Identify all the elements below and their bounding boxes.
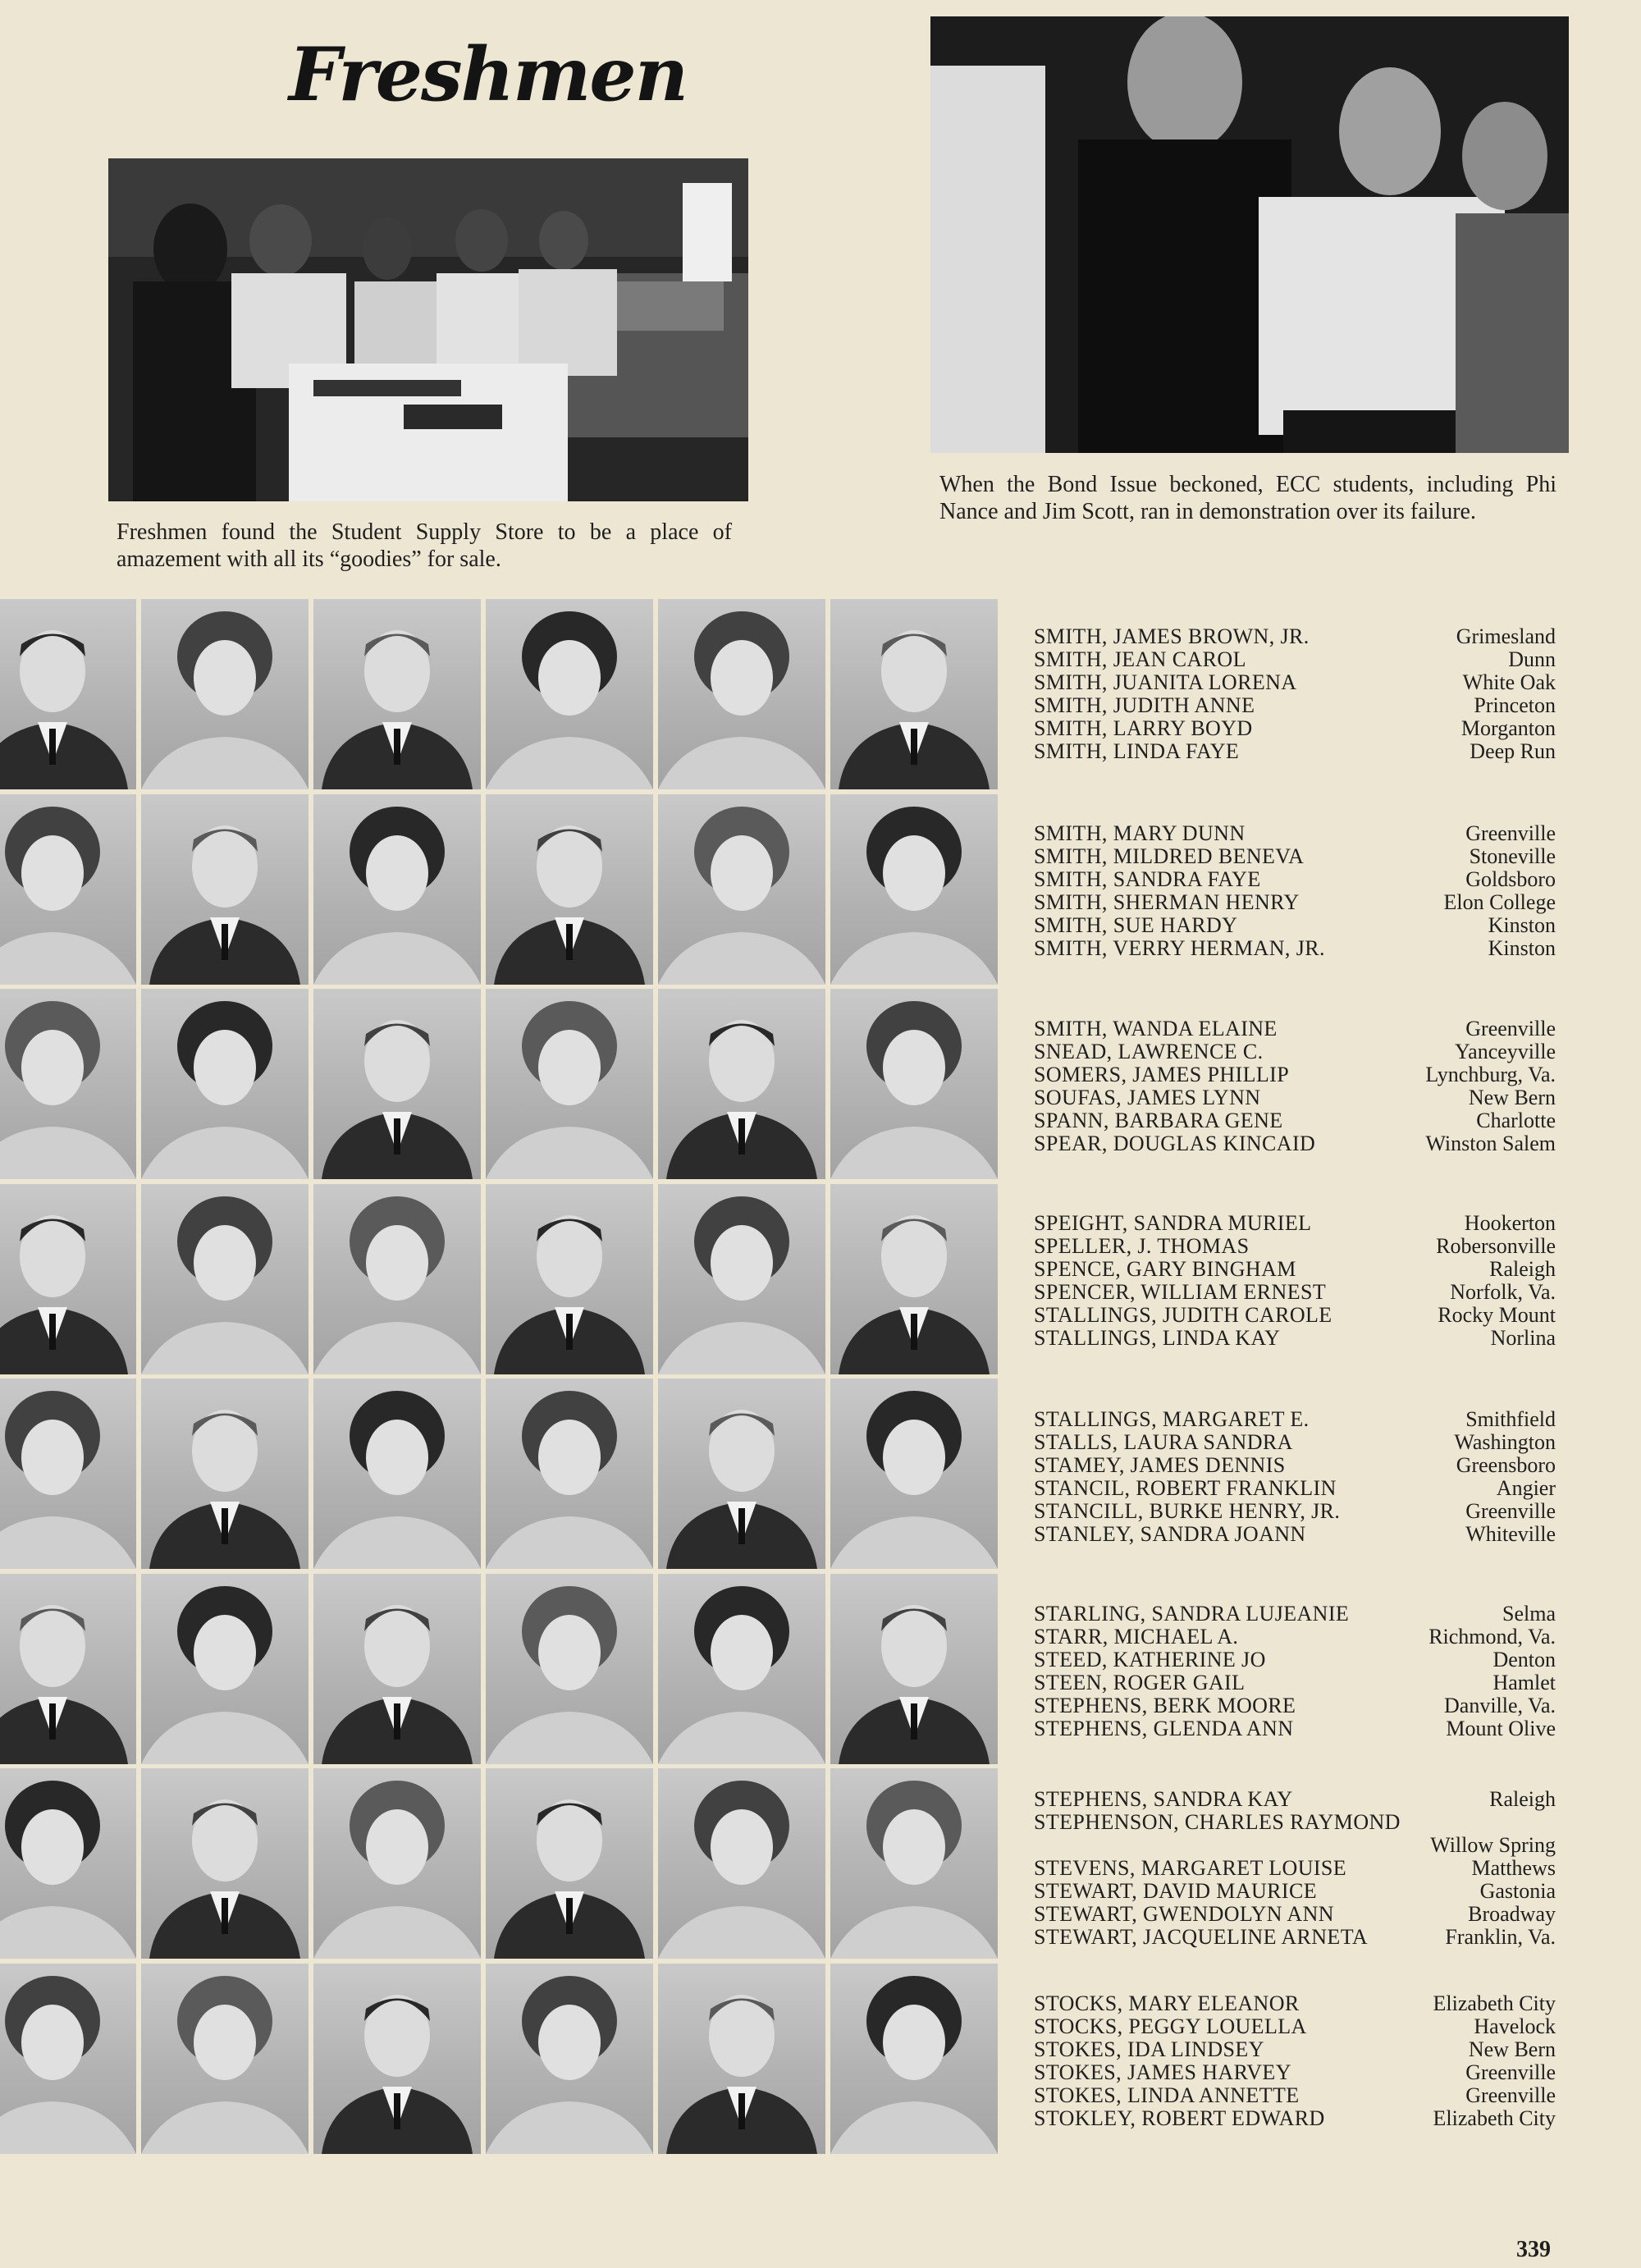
roster-entry — [1034, 1717, 1556, 1740]
student-name: STEPHENS, BERK MOORE — [1034, 1694, 1296, 1717]
student-name: STEWART, GWENDOLYN ANN — [1034, 1902, 1334, 1926]
roster-entry — [1034, 1212, 1556, 1235]
page-number: 339 — [1516, 2237, 1551, 2262]
student-portrait — [486, 1964, 653, 2154]
student-name: SMITH, LINDA FAYE — [1034, 739, 1240, 763]
student-portrait — [0, 989, 136, 1179]
roster-entry — [1034, 1304, 1556, 1327]
student-name: STANCIL, ROBERT FRANKLIN — [1034, 1476, 1337, 1500]
hometown: Selma — [1502, 1602, 1556, 1626]
student-portrait — [658, 989, 825, 1179]
roster-entry — [1034, 671, 1556, 694]
roster-entry — [1034, 1500, 1556, 1523]
student-name: STOKES, IDA LINDSEY — [1034, 2037, 1264, 2061]
roster-entry — [1034, 868, 1556, 891]
roster-entry — [1034, 717, 1556, 740]
student-portrait — [0, 1379, 136, 1569]
student-portrait — [313, 989, 481, 1179]
student-name: SPANN, BARBARA GENE — [1034, 1109, 1283, 1132]
roster-entry — [1034, 937, 1556, 960]
roster-entry — [1034, 648, 1556, 671]
roster-entry — [1034, 1431, 1556, 1454]
hometown: Deep Run — [1470, 739, 1556, 763]
student-portrait — [313, 794, 481, 985]
student-portrait — [658, 599, 825, 789]
hometown: Princeton — [1474, 693, 1556, 717]
student-portrait — [0, 1768, 136, 1959]
student-name: STOCKS, PEGGY LOUELLA — [1034, 2014, 1307, 2038]
hometown: Morganton — [1460, 716, 1556, 740]
student-name: STANLEY, SANDRA JOANN — [1034, 1522, 1306, 1546]
hometown: Greenville — [1465, 821, 1556, 845]
student-name: SNEAD, LAWRENCE C. — [1034, 1040, 1264, 1063]
hometown: New Bern — [1468, 1086, 1556, 1109]
student-portrait — [658, 1768, 825, 1959]
roster-entry — [1034, 1648, 1556, 1671]
student-portrait — [0, 1574, 136, 1764]
student-portrait — [658, 1379, 825, 1569]
hometown: Charlotte — [1476, 1109, 1556, 1132]
hometown: White Oak — [1462, 670, 1556, 694]
hometown: Kinston — [1488, 913, 1556, 937]
roster-entry — [1034, 1694, 1556, 1717]
student-name: SPEAR, DOUGLAS KINCAID — [1034, 1132, 1316, 1155]
hometown: Raleigh — [1489, 1787, 1556, 1811]
roster-entry — [1034, 1857, 1556, 1880]
student-portrait — [486, 1574, 653, 1764]
roster-entry — [1034, 1086, 1556, 1109]
roster-entry — [1034, 845, 1556, 868]
hometown: Havelock — [1474, 2014, 1556, 2038]
student-name: STALLS, LAURA SANDRA — [1034, 1430, 1293, 1454]
student-portrait — [486, 794, 653, 985]
roster-entry — [1034, 891, 1556, 914]
student-portrait — [486, 989, 653, 1179]
student-portrait — [0, 794, 136, 985]
hometown: Norlina — [1490, 1326, 1556, 1350]
student-name: STALLINGS, JUDITH CAROLE — [1034, 1303, 1332, 1327]
student-name: STOKES, LINDA ANNETTE — [1034, 2083, 1300, 2107]
page-title: Freshmen — [289, 31, 688, 118]
student-name: SMITH, JEAN CAROL — [1034, 647, 1246, 671]
roster-entry — [1034, 1258, 1556, 1281]
roster-entry — [1034, 1992, 1556, 2015]
student-name: STEED, KATHERINE JO — [1034, 1648, 1266, 1671]
student-portrait — [0, 1184, 136, 1374]
student-name: SMITH, MARY DUNN — [1034, 821, 1246, 845]
roster-group — [1034, 1603, 1556, 1740]
student-name: SMITH, JAMES BROWN, JR. — [1034, 624, 1310, 648]
hometown: Whiteville — [1465, 1522, 1556, 1546]
student-portrait — [141, 1768, 309, 1959]
student-portrait — [830, 1379, 998, 1569]
supply-store-caption: Freshmen found the Student Supply Store to be a place of amazement with all its “goodies” for sale. — [117, 519, 732, 572]
roster-entry — [1034, 2061, 1556, 2084]
student-name: STOKES, JAMES HARVEY — [1034, 2060, 1291, 2084]
hometown: Denton — [1492, 1648, 1556, 1671]
hometown: Matthews — [1471, 1856, 1556, 1880]
student-name: SMITH, SHERMAN HENRY — [1034, 890, 1300, 914]
roster-entry — [1034, 914, 1556, 937]
roster-entry — [1034, 1903, 1556, 1926]
hometown: Greenville — [1465, 1499, 1556, 1523]
roster-entry — [1034, 625, 1556, 648]
hometown: Stoneville — [1469, 844, 1556, 868]
hometown: Winston Salem — [1425, 1132, 1556, 1155]
student-portrait — [0, 599, 136, 789]
supply-store-photo — [108, 158, 748, 501]
student-name: STEPHENSON, CHARLES RAYMOND — [1034, 1810, 1401, 1834]
roster-entry — [1034, 1523, 1556, 1546]
roster-entry — [1034, 1327, 1556, 1350]
hometown: Greenville — [1465, 1017, 1556, 1040]
hometown: Richmond, Va. — [1428, 1625, 1556, 1648]
hometown: Willow Spring — [1430, 1833, 1556, 1857]
roster-entry — [1034, 1811, 1556, 1857]
roster-entry — [1034, 822, 1556, 845]
roster-entry — [1034, 1281, 1556, 1304]
student-name: STANCILL, BURKE HENRY, JR. — [1034, 1499, 1341, 1523]
roster-entry — [1034, 1671, 1556, 1694]
student-portrait — [830, 794, 998, 985]
roster-group — [1034, 1408, 1556, 1546]
hometown: Smithfield — [1465, 1407, 1556, 1431]
student-portrait — [313, 1768, 481, 1959]
student-portrait — [658, 1964, 825, 2154]
student-name: STEVENS, MARGARET LOUISE — [1034, 1856, 1347, 1880]
student-name: SMITH, SANDRA FAYE — [1034, 867, 1261, 891]
portrait-grid — [0, 599, 985, 2158]
roster-entry — [1034, 1109, 1556, 1132]
student-portrait — [486, 1768, 653, 1959]
hometown: Kinston — [1488, 936, 1556, 960]
roster-entry — [1034, 1040, 1556, 1063]
student-portrait — [313, 1574, 481, 1764]
hometown: Elon College — [1443, 890, 1556, 914]
student-name: SMITH, VERRY HERMAN, JR. — [1034, 936, 1325, 960]
student-portrait — [141, 1379, 309, 1569]
hometown: Grimesland — [1456, 624, 1556, 648]
roster-entry — [1034, 2038, 1556, 2061]
roster-entry — [1034, 1626, 1556, 1648]
student-name: SPELLER, J. THOMAS — [1034, 1234, 1250, 1258]
student-portrait — [830, 1964, 998, 2154]
roster-entry — [1034, 1017, 1556, 1040]
student-portrait — [830, 1768, 998, 1959]
student-portrait — [141, 1184, 309, 1374]
hometown: Mount Olive — [1446, 1717, 1556, 1740]
student-portrait — [313, 599, 481, 789]
student-portrait — [830, 989, 998, 1179]
hometown: Yanceyville — [1454, 1040, 1556, 1063]
student-portrait — [830, 599, 998, 789]
student-portrait — [141, 794, 309, 985]
student-name: STEWART, JACQUELINE ARNETA — [1034, 1925, 1369, 1949]
student-name: SMITH, LARRY BOYD — [1034, 716, 1253, 740]
roster-group — [1034, 1788, 1556, 1949]
roster-entry — [1034, 1408, 1556, 1431]
roster-entry — [1034, 1235, 1556, 1258]
roster-entry — [1034, 1477, 1556, 1500]
roster-entry — [1034, 1603, 1556, 1626]
student-name: SPEIGHT, SANDRA MURIEL — [1034, 1211, 1312, 1235]
student-portrait — [830, 1184, 998, 1374]
hometown: Norfolk, Va. — [1450, 1280, 1556, 1304]
roster-group — [1034, 1017, 1556, 1155]
student-portrait — [141, 989, 309, 1179]
hometown: Angier — [1496, 1476, 1556, 1500]
hometown: Robersonville — [1436, 1234, 1556, 1258]
hometown: Rocky Mount — [1438, 1303, 1556, 1327]
student-portrait — [658, 794, 825, 985]
student-portrait — [141, 1964, 309, 2154]
hometown: Lynchburg, Va. — [1425, 1063, 1556, 1086]
student-portrait — [486, 1184, 653, 1374]
student-portrait — [141, 599, 309, 789]
student-name: SOUFAS, JAMES LYNN — [1034, 1086, 1261, 1109]
student-name: STEPHENS, SANDRA KAY — [1034, 1787, 1293, 1811]
student-name: STEPHENS, GLENDA ANN — [1034, 1717, 1294, 1740]
hometown: Danville, Va. — [1444, 1694, 1556, 1717]
hometown: Elizabeth City — [1433, 1991, 1556, 2015]
roster-entry — [1034, 2015, 1556, 2038]
student-portrait — [486, 1379, 653, 1569]
roster-group — [1034, 822, 1556, 960]
student-portrait — [0, 1964, 136, 2154]
student-name: STOKLEY, ROBERT EDWARD — [1034, 2106, 1325, 2130]
roster-group — [1034, 1992, 1556, 2130]
student-portrait — [313, 1379, 481, 1569]
student-portrait — [658, 1574, 825, 1764]
roster-entry — [1034, 1454, 1556, 1477]
student-portrait — [313, 1184, 481, 1374]
student-name: STAMEY, JAMES DENNIS — [1034, 1453, 1286, 1477]
hometown: Raleigh — [1489, 1257, 1556, 1281]
student-name: SMITH, WANDA ELAINE — [1034, 1017, 1278, 1040]
hometown: Hamlet — [1492, 1671, 1556, 1694]
roster-entry — [1034, 2107, 1556, 2130]
hometown: Washington — [1454, 1430, 1556, 1454]
student-portrait — [141, 1574, 309, 1764]
roster-entry — [1034, 1132, 1556, 1155]
student-name: SPENCER, WILLIAM ERNEST — [1034, 1280, 1327, 1304]
hometown: Hookerton — [1464, 1211, 1556, 1235]
demonstration-caption: When the Bond Issue beckoned, ECC students, including Phi Nance and Jim Scott, ran in demonstration over its failure. — [939, 472, 1556, 524]
hometown: Gastonia — [1479, 1879, 1556, 1903]
hometown: Greenville — [1465, 2060, 1556, 2084]
hometown: Greensboro — [1456, 1453, 1556, 1477]
student-name: SMITH, JUDITH ANNE — [1034, 693, 1255, 717]
roster-entry — [1034, 740, 1556, 763]
student-name: SPENCE, GARY BINGHAM — [1034, 1257, 1296, 1281]
hometown: Greenville — [1465, 2083, 1556, 2107]
roster-group — [1034, 1212, 1556, 1350]
student-name: STALLINGS, LINDA KAY — [1034, 1326, 1281, 1350]
student-name: STOCKS, MARY ELEANOR — [1034, 1991, 1300, 2015]
hometown: Goldsboro — [1465, 867, 1556, 891]
roster-group — [1034, 625, 1556, 763]
student-portrait — [486, 599, 653, 789]
demonstration-photo — [930, 16, 1569, 453]
hometown: Elizabeth City — [1433, 2106, 1556, 2130]
student-name: STEWART, DAVID MAURICE — [1034, 1879, 1317, 1903]
hometown: Franklin, Va. — [1445, 1925, 1556, 1949]
student-name: STARLING, SANDRA LUJEANIE — [1034, 1602, 1350, 1626]
roster-entry — [1034, 1788, 1556, 1811]
hometown: Broadway — [1468, 1902, 1556, 1926]
roster-entry — [1034, 1880, 1556, 1903]
student-name: SMITH, SUE HARDY — [1034, 913, 1238, 937]
student-portrait — [313, 1964, 481, 2154]
roster-entry — [1034, 694, 1556, 717]
student-name: STALLINGS, MARGARET E. — [1034, 1407, 1310, 1431]
student-portrait — [658, 1184, 825, 1374]
roster-entry — [1034, 1063, 1556, 1086]
student-name: STEEN, ROGER GAIL — [1034, 1671, 1246, 1694]
student-name: SMITH, MILDRED BENEVA — [1034, 844, 1305, 868]
student-name: STARR, MICHAEL A. — [1034, 1625, 1239, 1648]
student-name: SMITH, JUANITA LORENA — [1034, 670, 1297, 694]
student-name: SOMERS, JAMES PHILLIP — [1034, 1063, 1290, 1086]
roster-entry — [1034, 1926, 1556, 1949]
hometown: Dunn — [1508, 647, 1556, 671]
roster-entry — [1034, 2084, 1556, 2107]
hometown: New Bern — [1468, 2037, 1556, 2061]
student-portrait — [830, 1574, 998, 1764]
